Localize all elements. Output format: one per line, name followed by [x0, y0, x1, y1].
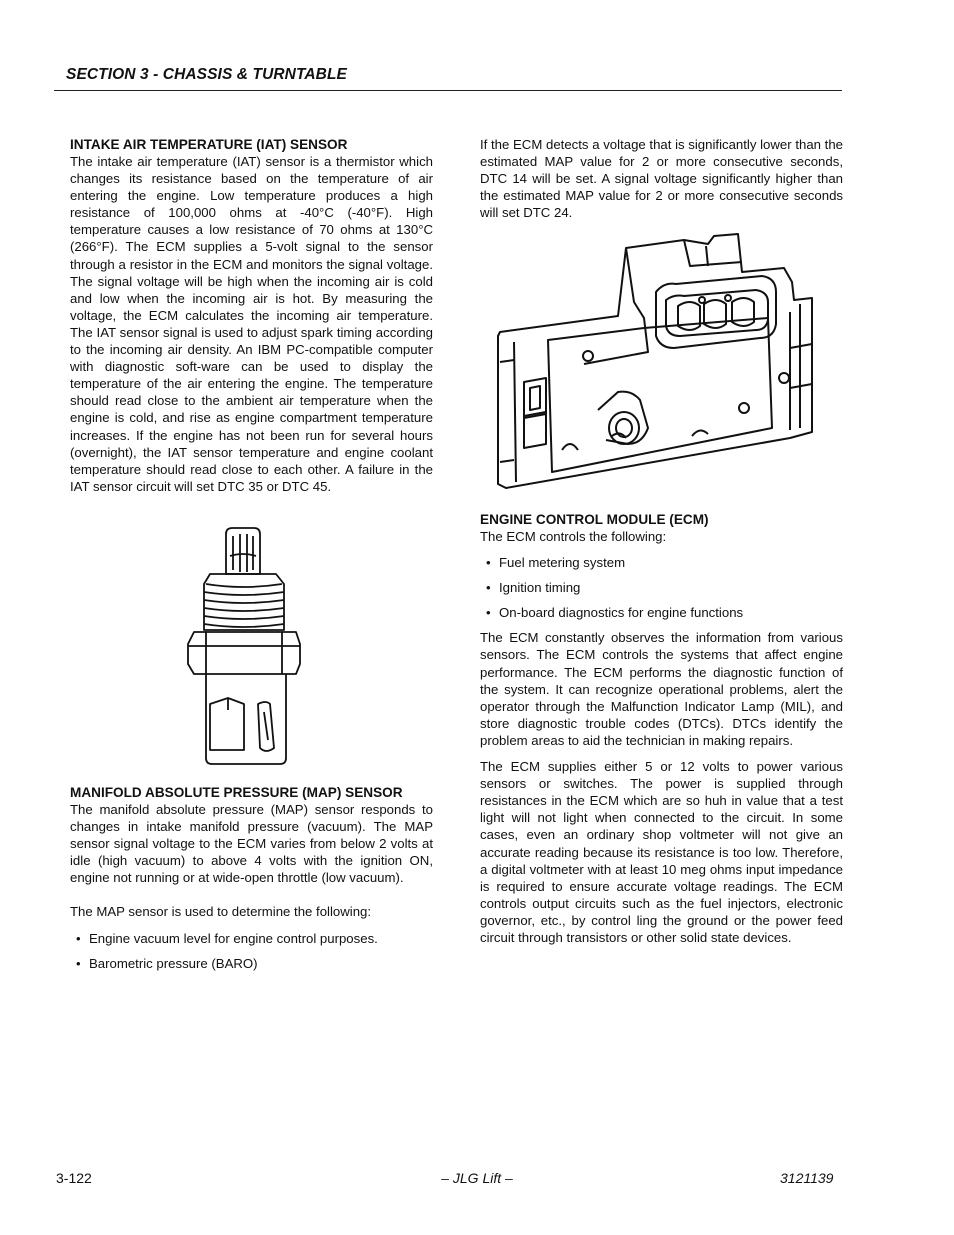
header-rule — [54, 90, 842, 91]
section-title: SECTION 3 - CHASSIS & TURNTABLE — [66, 66, 347, 83]
list-item: • Fuel metering system — [480, 554, 843, 571]
ecm-intro: The ECM controls the following: — [480, 529, 667, 544]
footer-publisher: – JLG Lift – — [441, 1170, 513, 1186]
document-number: 3121139 — [780, 1170, 834, 1186]
list-item: • On-board diagnostics for engine functions — [480, 604, 843, 621]
iat-heading: INTAKE AIR TEMPERATURE (IAT) SENSOR — [70, 137, 348, 152]
map-heading: MANIFOLD ABSOLUTE PRESSURE (MAP) SENSOR — [70, 785, 403, 800]
map-section — [70, 784, 433, 972]
ecm-section — [480, 511, 843, 946]
map-body: The manifold absolute pressure (MAP) sensor responds to changes in intake manifold pressure (vacuum). The MAP sensor signal voltage to the ECM varies from below 2 volts at idle (high vacuum) to above 4 volts with the ignition ON, engine not running or at wide-open throttle (low vacuum). — [70, 802, 433, 886]
right-column-top — [480, 136, 843, 221]
ecm-bullet-list — [480, 554, 843, 621]
map-intro: The MAP sensor is used to determine the following: — [70, 904, 372, 920]
map-dtc-paragraph: If the ECM detects a voltage that is significantly lower than the estimated MAP value for 2 or more consecutive seconds, DTC 14 will be set. A signal voltage significantly higher than the estimated MAP value for 2 or more consecutive seconds will set DTC 24. — [480, 137, 843, 221]
ecm-heading: ENGINE CONTROL MODULE (ECM) — [480, 512, 709, 527]
list-item: • Ignition timing — [480, 579, 843, 596]
iat-sensor-illustration — [180, 526, 310, 768]
ecm-paragraph-1: The ECM constantly observes the information from various sensors. The ECM controls the systems that affect engine performance. The ECM performs the diagnostic function of the system. It can recognize operational problems, alert the operator through the Malfunction Indicator Lamp (MIL), and store diagnostic trouble codes (DTCs). DTCs identify the problem areas to aid the technician in making repairs. — [480, 630, 843, 748]
iat-body: The intake air temperature (IAT) sensor is a thermistor which changes its resistance based on the temperature of air entering the engine. Low temperature produces a high resistance of 100,000 ohms at -40°C (-40°F). High temperature causes a low resistance of 70 ohms at 130°C (266°F). The ECM supplies a 5-volt signal to the sensor through a resistor in the ECM and monitors the signal voltage. The signal voltage will be high when the incoming air is cold and low when the incoming air is hot. By measuring the voltage, the ECM calculates the incoming air temperature. The IAT sensor signal is used to adjust spark timing according to the incoming air density. An IBM PC-compatible computer with diagnostic soft-ware can be used to display the temperature of the air entering the engine. The temperature should read close to the ambient air temperature when the engine is cold, and rise as engine compartment temperature increases. If the engine has not been run for several hours (overnight), the IAT sensor temperature and engine coolant temperature should read close to each other. A failure in the IAT sensor circuit will set DTC 35 or DTC 45. — [70, 154, 433, 494]
list-item: • Engine vacuum level for engine control purposes. — [70, 930, 433, 947]
ecm-paragraph-2: The ECM supplies either 5 or 12 volts to power various sensors or switches. The power is supplied through resistances in the ECM which are so huh in value that a test light will not light when connected to the circuit. In some cases, even an ordinary shop voltmeter will not give an accurate reading because its resistance is too low. Therefore, a digital voltmeter with at least 10 meg ohms input impedance is required to ensure accurate voltage readings. The ECM controls output circuits such as the fuel injectors, electronic governor, etc., by control ling the ground or the power feed circuit through transistors or other solid state devices. — [480, 759, 843, 945]
left-column — [70, 136, 433, 495]
list-item: • Barometric pressure (BARO) — [70, 955, 433, 972]
page-number: 3-122 — [56, 1170, 92, 1186]
map-bullet-list — [70, 930, 433, 972]
map-sensor-illustration — [494, 232, 816, 490]
